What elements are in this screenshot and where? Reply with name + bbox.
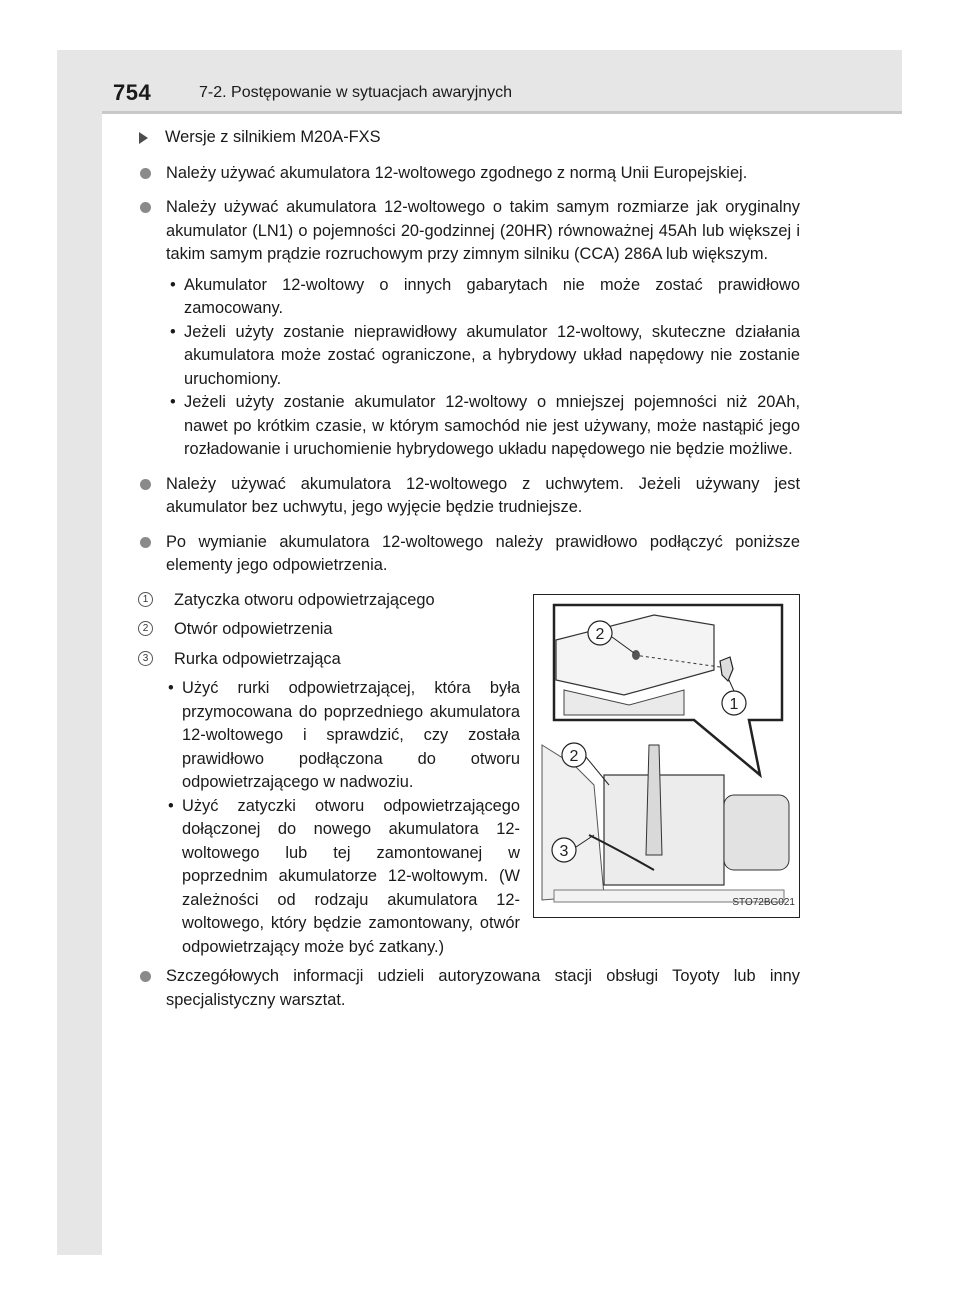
note-text: Akumulator 12-woltowy o innych gabarytach nie może zostać prawidłowo zamocowany. <box>184 275 800 317</box>
bullet-dot-icon <box>140 537 151 548</box>
circled-number: 3 <box>138 651 153 666</box>
bullet-dot-icon <box>140 202 151 213</box>
note-text: Jeżeli użyty zostanie nieprawidłowy akumulator 12-woltowy, skuteczne działania akumulatora może zostać ograniczone, a hybrydowy układ napędowy nie zostanie uruchomiony. <box>184 322 800 388</box>
callout-2-top: 2 <box>595 625 605 643</box>
note-bullet: • <box>168 796 174 815</box>
note-list <box>166 274 800 462</box>
numbered-list <box>138 589 520 960</box>
bullet-text: Szczegółowych informacji udzieli autoryzowana stacji obsługi Toyoty lub inny specjalistyczny warsztat. <box>166 967 800 1009</box>
illustration-drawing <box>534 595 799 917</box>
relay-box-shape <box>724 795 789 870</box>
bullet-text: Należy używać akumulatora 12-woltowego z uchwytem. Jeżeli używany jest akumulator bez uchwytu, jego wyjęcie będzie trudniejsze. <box>166 474 800 516</box>
section-title: 7-2. Postępowanie w sytuacjach awaryjnych <box>199 84 513 101</box>
battery-body <box>604 775 724 885</box>
bullet-text: Należy używać akumulatora 12-woltowego o takim samym rozmiarze jak oryginalny akumulator (LN1) o pojemności 20-godzinnej (20HR) równoważnej 45Ah lub większej i takim samym prądzie rozruchowym przy zimnym silniku (CCA) 286A lub większym. <box>166 198 800 263</box>
page-number: 754 <box>113 80 152 105</box>
subheading-text: Wersje z silnikiem M20A-FXS <box>165 128 381 146</box>
note-bullet: • <box>170 393 176 411</box>
figure-code: STO72BG021 <box>732 897 795 908</box>
circled-number: 1 <box>138 592 153 607</box>
page-side-band <box>57 50 102 1255</box>
battery-clamp-bar <box>646 745 662 855</box>
note-item <box>166 274 800 321</box>
numbered-item <box>138 648 520 672</box>
numbered-item-text: Zatyczka otworu odpowietrzającego <box>174 590 435 609</box>
note-item <box>164 795 520 960</box>
numbered-item-text: Rurka odpowietrzająca <box>174 649 341 668</box>
bullet-item <box>138 473 800 520</box>
subheading <box>138 126 800 150</box>
note-item <box>164 677 520 795</box>
callout-3: 3 <box>559 842 569 860</box>
callout-2-bottom: 2 <box>569 747 579 765</box>
circled-number: 2 <box>138 621 153 636</box>
callout-1: 1 <box>729 695 739 713</box>
note-item <box>166 391 800 462</box>
numbered-item <box>138 589 520 613</box>
header-rule <box>102 111 902 114</box>
bullet-text: Po wymianie akumulatora 12-woltowego należy prawidłowo podłączyć poniższe elementy jego odpowietrzenia. <box>166 532 800 574</box>
triangle-marker-icon <box>139 132 148 144</box>
battery-vent-illustration <box>533 594 800 918</box>
numbered-item-text: Otwór odpowietrzenia <box>174 620 333 638</box>
note-text: Użyć rurki odpowietrzającej, która była przymocowana do poprzedniego akumulatora 12-woltowego i sprawdzić, czy została prawidłowo podłączona do otworu odpowietrzającego w nadwoziu. <box>182 679 520 791</box>
note-bullet: • <box>170 322 176 341</box>
bullet-item <box>138 162 800 186</box>
note-item <box>166 321 800 392</box>
header-band <box>102 50 902 112</box>
numbered-item <box>138 618 520 642</box>
bullet-dot-icon <box>140 168 151 179</box>
bullet-dot-icon <box>140 971 151 982</box>
note-text: Użyć zatyczki otworu odpowietrzającego dołączonej do nowego akumulatora 12-woltowego lub tej zamontowanej w poprzednim akumulatorze 12-woltowym. (W zależności od rodzaju akumulatora 12-woltowego, który będzie zamontowany, otwór odpowietrzający może być zatkany.) <box>182 796 520 956</box>
note-bullet: • <box>168 679 174 697</box>
bullet-item <box>138 196 800 267</box>
note-text: Jeżeli użyty zostanie akumulator 12-woltowy o mniejszej pojemności niż 20Ah, nawet po krótkim czasie, w którym samochód nie jest używany, może nastąpić jego rozładowanie i uruchomienie hybrydowego układu napędowego nie będzie możliwe. <box>184 393 800 458</box>
bullet-item <box>138 531 800 578</box>
item3-note-list <box>164 677 520 959</box>
bullet-item <box>138 965 800 1012</box>
bullet-text: Należy używać akumulatora 12-woltowego zgodnego z normą Unii Europejskiej. <box>166 163 748 182</box>
vent-hole-shape <box>632 650 640 660</box>
figure-row <box>138 589 800 960</box>
page-content <box>138 126 800 1023</box>
note-bullet: • <box>170 275 176 294</box>
bullet-dot-icon <box>140 479 151 490</box>
